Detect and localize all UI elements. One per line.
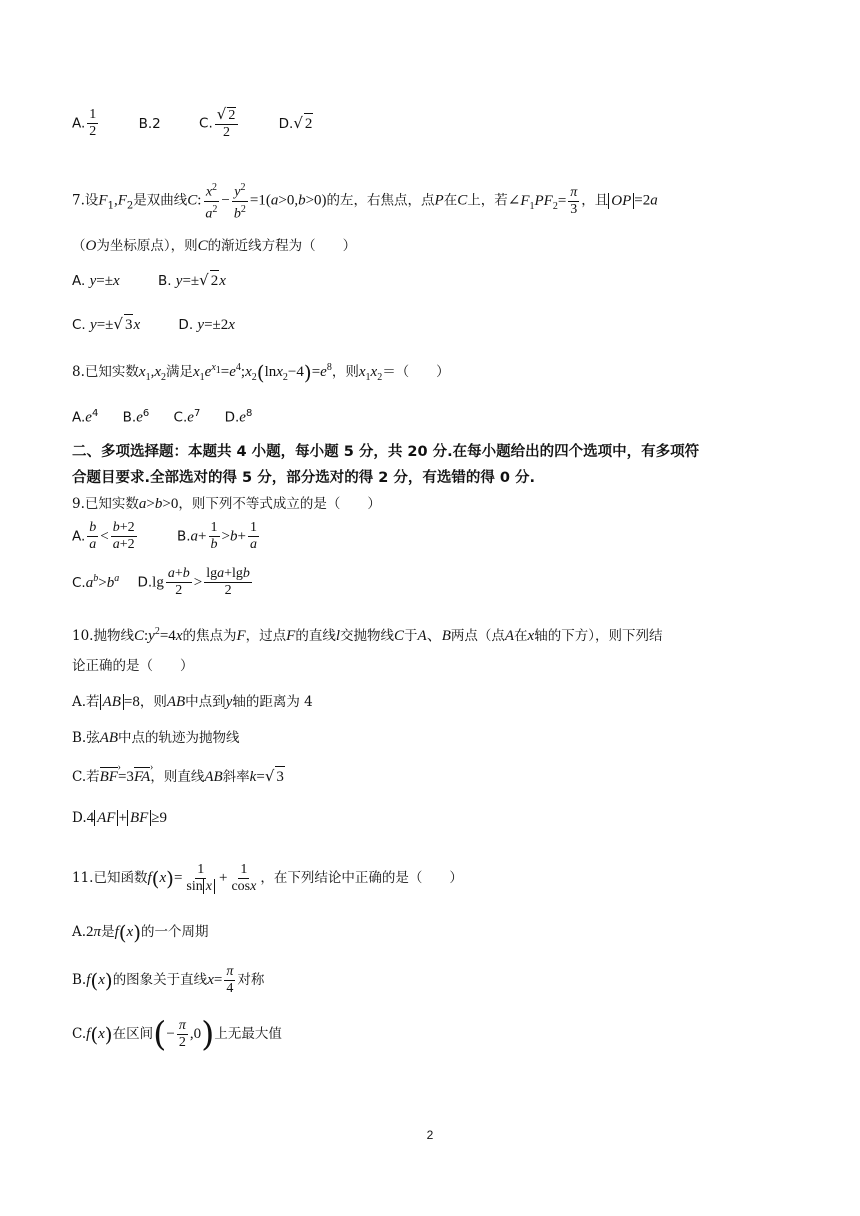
section-2-heading-line1: 二、多项选择题：本题共 4 小题，每小题 5 分，共 20 分.在每小题给出的四个选项中，有多项符 — [72, 444, 700, 460]
q8-option-a: $A.e^4$ — [72, 408, 99, 426]
q9-option-b: B.a+ $\frac{1}{b}$ >b+ $\frac{1}{a}$ — [176, 520, 257, 552]
q11-option-c: C.f(x)在区间(− $\frac{\pi}{2}$ ,0)上无最大值 — [72, 1014, 282, 1055]
q10-option-d: D.4 AF + BF ≥9 — [72, 810, 167, 826]
q6-option-d: D.√ 2 — [278, 113, 313, 132]
question-7: 7.设$F_1,F_2$是双曲线C: $\frac{x^2}{a^2}$ − $\frac{y^2}{b^2}$ =1(a>0,b>0)的左，右焦点，点P在C上，若$\angle F_1PF_2=$ $\frac{\pi}{3}$ ，且 OP =2a — [72, 182, 658, 222]
q9-options-row1 — [72, 520, 800, 560]
page-number: 2 — [426, 1128, 434, 1142]
question-11: 11.已知函数f(x)= $\frac{1}{\text{sin x}}$ + $\frac{1}{\cos x}$ ，在下列结论中正确的是（ ） — [72, 862, 463, 894]
q9-option-a: A. $\frac{b}{a}$ < $\frac{b+2}{a+2}$ — [72, 520, 135, 552]
q7-option-a: A. y=±x — [72, 273, 120, 289]
q6-option-b: B.2 — [138, 115, 161, 132]
q9-options-row2 — [72, 566, 800, 606]
q7-option-c: C. y=±√ 3x — [72, 315, 141, 333]
question-8: 8.已知实数$x_1,x_2$满足$x_1e^{x_1}=e^4;x_2(\ln x_2-4)=e^8$，则$x_1x_2=$（ ） — [72, 360, 450, 385]
q11-option-b: B.f(x)的图象关于直线x= $\frac{\pi}{4}$ 对称 — [72, 964, 265, 996]
q8-options — [72, 404, 800, 428]
q7-options-row1 — [72, 270, 800, 291]
question-9: 9.已知实数a>b>0，则下列不等式成立的是（ ） — [72, 496, 381, 512]
q8-option-c: $C.e^7$ — [173, 408, 201, 426]
q10-option-b: B.弦AB中点的轨迹为抛物线 — [72, 730, 240, 746]
question-7-line2: （O为坐标原点），则C的渐近线方程为（ ） — [72, 238, 357, 254]
q7-option-d: D. y=±2x — [178, 317, 235, 333]
q6-option-a: A. $\frac{1}{2}$ — [72, 107, 97, 139]
q11-option-a: A.2π是f(x)的一个周期 — [72, 920, 209, 945]
question-10-line2: 论正确的是（ ） — [72, 658, 194, 674]
question-10: 10.抛物线$C:y^2=4x$的焦点为F，过点F的直线l交抛物线C于A、B两点（点A在x轴的下方），则下列结 — [72, 626, 663, 644]
q7-options-row2 — [72, 314, 800, 335]
section-2-heading-line2: 合题目要求.全部选对的得 5 分，部分选对的得 2 分，有选错的得 0 分. — [72, 470, 536, 486]
q9-option-d: D.lg $\frac{a+b}{2}$ > $\frac{\lg a+\lg b}{2}$ — [137, 566, 250, 598]
q7-option-b: B. y=±√ 2x — [157, 271, 226, 289]
q6-options — [72, 106, 800, 150]
q8-option-b: $B.e^6$ — [122, 408, 150, 426]
q10-option-a: A.若 AB =8，则AB中点到y轴的距离为 4 — [72, 694, 313, 710]
q10-option-c: C.若BF ›=3FA ›，则直线AB斜率k=√ 3 — [72, 766, 800, 787]
q6-option-c: C. $\frac{√ 2}{2}$ — [199, 106, 240, 141]
q9-option-c: $C.a^b>b^a$ — [72, 572, 120, 591]
q8-option-d: $D.e^8$ — [224, 408, 253, 426]
